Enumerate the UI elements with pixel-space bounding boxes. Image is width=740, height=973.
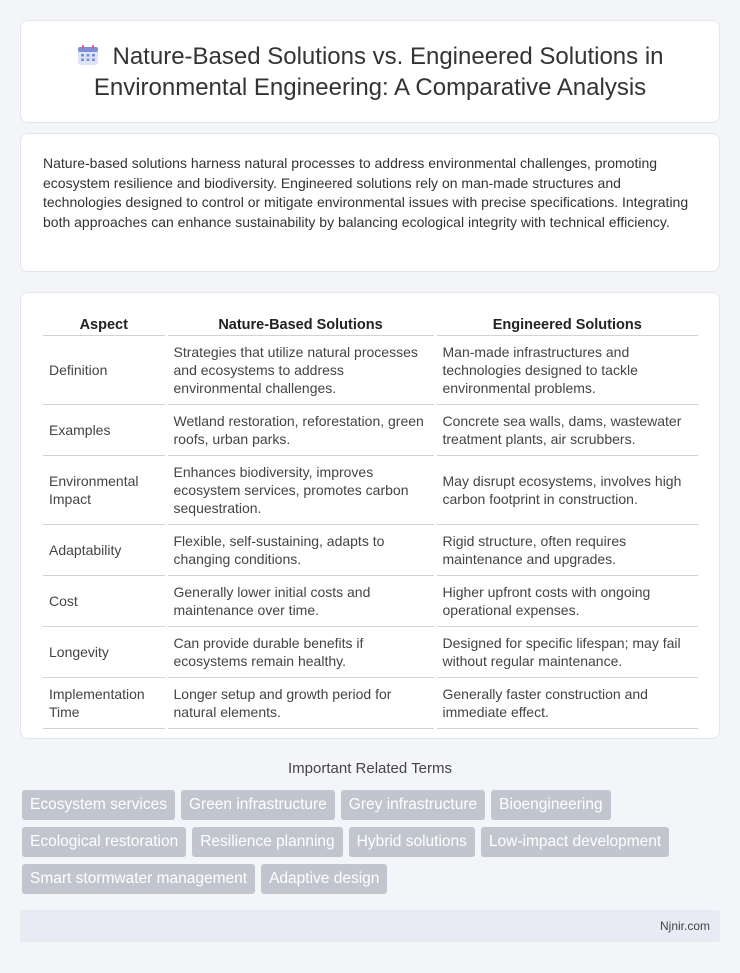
related-terms-heading: Important Related Terms (288, 760, 452, 777)
related-terms-list (22, 790, 722, 894)
header-engineered: Engineered Solutions (435, 309, 698, 336)
title-text: Nature-Based Solutions vs. Engineered Solutions in Environmental Engineering: A Comparative Analysis (93, 42, 664, 101)
term-tag[interactable]: Ecological restoration (22, 827, 186, 857)
aspect-cell: Environmental Impact (43, 456, 166, 525)
header-nature-based: Nature-Based Solutions (166, 309, 435, 336)
engineered-cell: Rigid structure, often requires maintenance and upgrades. (435, 525, 698, 576)
aspect-cell: Adaptability (43, 525, 166, 576)
aspect-cell: Examples (43, 405, 166, 456)
table-row (43, 525, 698, 576)
term-tag[interactable]: Grey infrastructure (341, 790, 485, 820)
table-row (43, 336, 698, 405)
nature-cell: Generally lower initial costs and maintenance over time. (166, 576, 435, 627)
term-tag[interactable]: Bioengineering (491, 790, 610, 820)
nature-cell: Flexible, self-sustaining, adapts to changing conditions. (166, 525, 435, 576)
nature-cell: Strategies that utilize natural processes and ecosystems to address environmental challenges. (166, 336, 435, 405)
table-header-row (43, 309, 698, 336)
aspect-cell: Implementation Time (43, 678, 166, 729)
comparison-card (20, 292, 720, 739)
term-tag[interactable]: Adaptive design (261, 864, 387, 894)
table-row (43, 456, 698, 525)
nature-cell: Longer setup and growth period for natural elements. (166, 678, 435, 729)
aspect-cell: Cost (43, 576, 166, 627)
term-tag[interactable]: Hybrid solutions (349, 827, 475, 857)
title-card (20, 20, 720, 123)
intro-card (20, 133, 720, 272)
term-tag[interactable]: Ecosystem services (22, 790, 175, 820)
comparison-table (43, 309, 698, 729)
engineered-cell: Higher upfront costs with ongoing operational expenses. (435, 576, 698, 627)
table-row (43, 405, 698, 456)
table-row (43, 576, 698, 627)
aspect-cell: Longevity (43, 627, 166, 678)
engineered-cell: Designed for specific lifespan; may fail without regular maintenance. (435, 627, 698, 678)
engineered-cell: Concrete sea walls, dams, wastewater treatment plants, air scrubbers. (435, 405, 698, 456)
term-tag[interactable]: Green infrastructure (181, 790, 335, 820)
page-title (51, 42, 689, 102)
term-tag[interactable]: Smart stormwater management (22, 864, 255, 894)
footer-site-link[interactable]: Njnir.com (659, 919, 710, 933)
table-row (43, 678, 698, 729)
engineered-cell: Generally faster construction and immediate effect. (435, 678, 698, 729)
header-aspect: Aspect (43, 309, 166, 336)
nature-cell: Wetland restoration, reforestation, green roofs, urban parks. (166, 405, 435, 456)
aspect-cell: Definition (43, 336, 166, 405)
footer (20, 910, 720, 942)
term-tag[interactable]: Resilience planning (192, 827, 342, 857)
term-tag[interactable]: Low-impact development (481, 827, 669, 857)
engineered-cell: Man-made infrastructures and technologies designed to tackle environmental problems. (435, 336, 698, 405)
nature-cell: Enhances biodiversity, improves ecosystem services, promotes carbon sequestration. (166, 456, 435, 525)
intro-paragraph: Nature-based solutions harness natural processes to address environmental challenges, promoting ecosystem resilience and biodiversity. Engineered solutions rely on man-made structures and technologies designed to control or mitigate environmental issues with precise specifications. Integrating both approaches can enhance sustainability by balancing ecological integrity with technical efficiency. (43, 155, 689, 230)
calendar-icon (77, 44, 99, 73)
engineered-cell: May disrupt ecosystems, involves high carbon footprint in construction. (435, 456, 698, 525)
nature-cell: Can provide durable benefits if ecosystems remain healthy. (166, 627, 435, 678)
table-row (43, 627, 698, 678)
